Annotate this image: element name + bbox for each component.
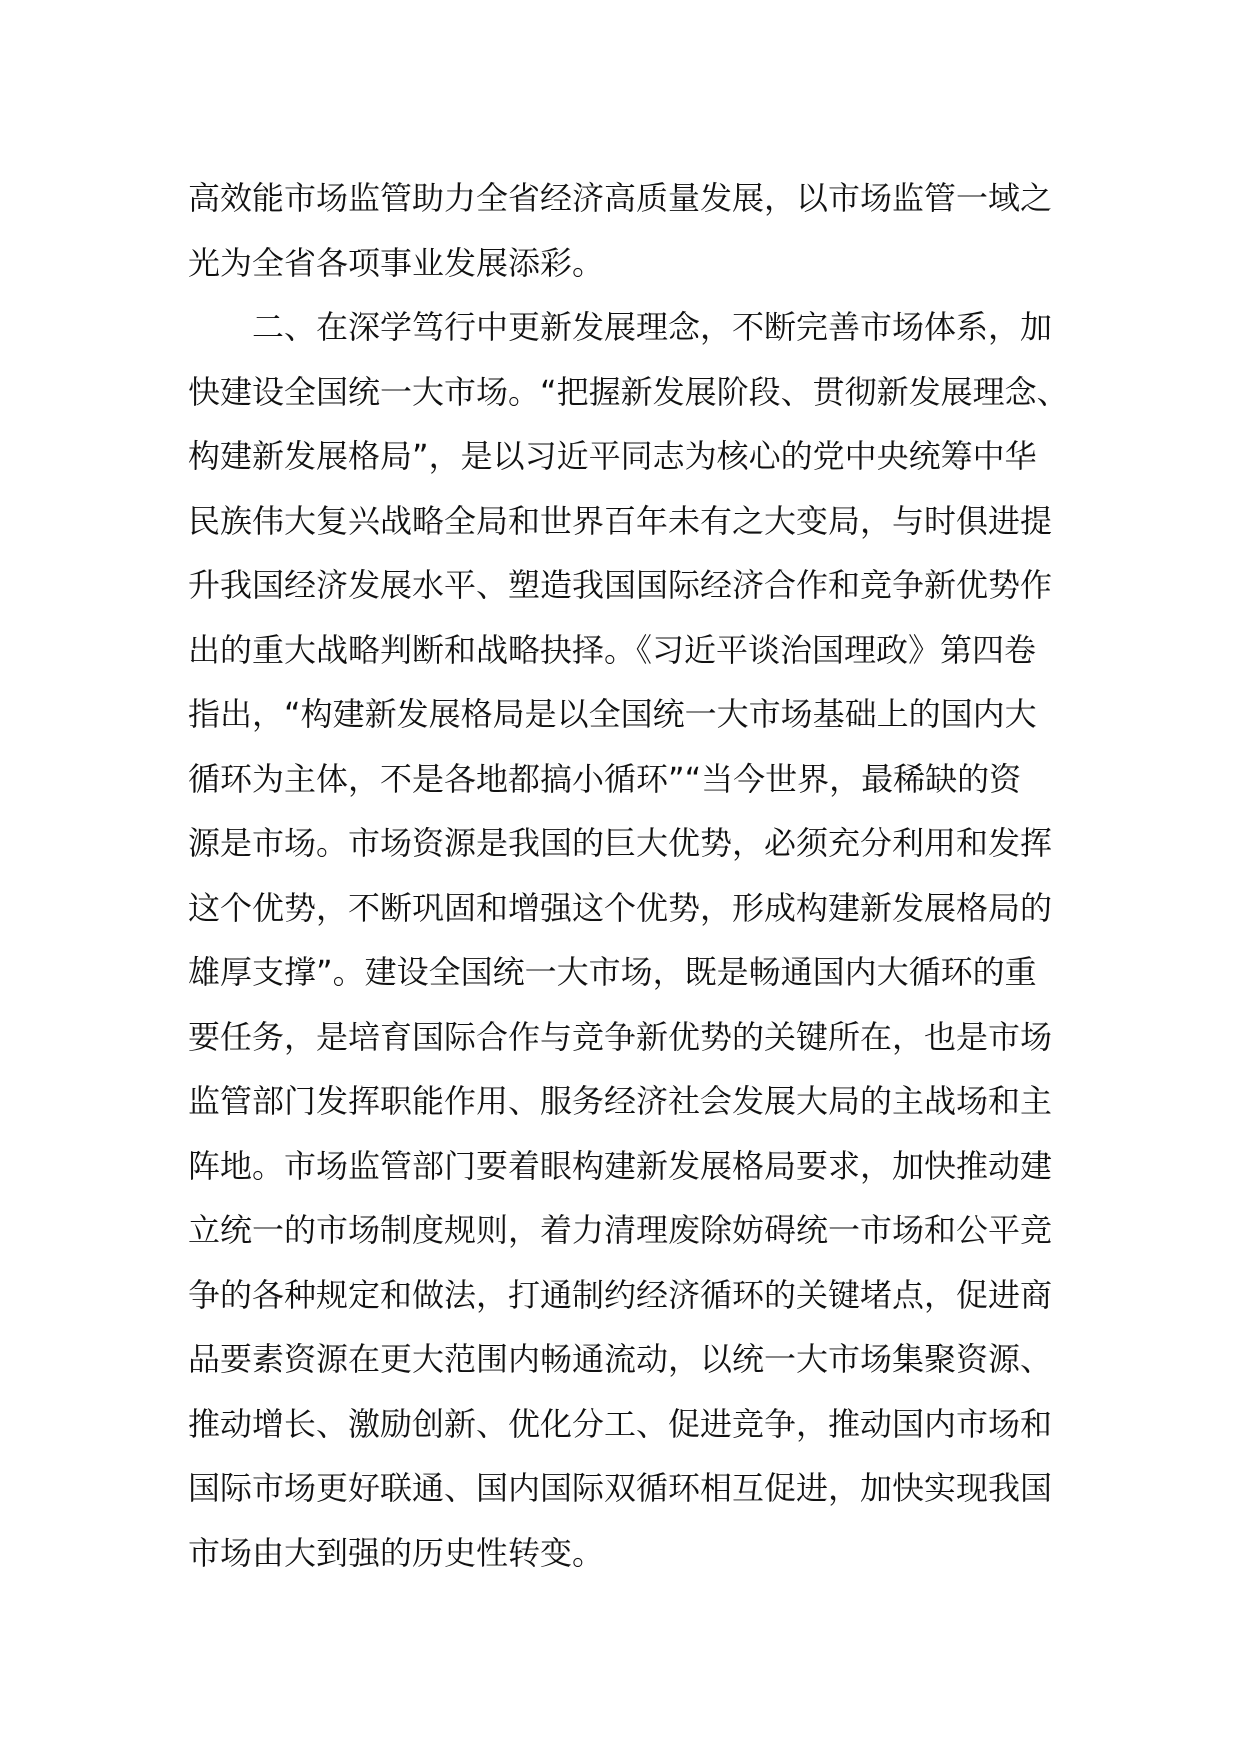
- text-line: 快建设全国统一大市场。“把握新发展阶段、贯彻新发展理念、: [188, 372, 1069, 411]
- text-line: 雄厚支撑”。建设全国统一大市场，既是畅通国内大循环的重: [188, 953, 1037, 991]
- text-line: 立统一的市场制度规则，着力清理废除妨碍统一市场和公平竞: [188, 1211, 1053, 1249]
- text-line: 循环为主体，不是各地都搞小循环”“当今世界，最稀缺的资: [188, 759, 1022, 798]
- text-line: 构建新发展格局”，是以习近平同志为核心的党中央统筹中华: [188, 437, 1037, 475]
- text-line: 这个优势，不断巩固和增强这个优势，形成构建新发展格局的: [188, 888, 1053, 927]
- text-line: 市场由大到强的历史性转变。: [188, 1533, 605, 1572]
- text-line: 阵地。市场监管部门要着眼构建新发展格局要求，加快推动建: [188, 1146, 1053, 1185]
- section-heading-line: 二、在深学笃行中更新发展理念，不断完善市场体系，加: [252, 308, 1053, 346]
- text-line: 国际市场更好联通、国内国际双循环相互促进，加快实现我国: [188, 1469, 1053, 1507]
- text-line: 争的各种规定和做法，打通制约经济循环的关键堵点，促进商: [188, 1275, 1053, 1314]
- text-line: 指出，“构建新发展格局是以全国统一大市场基础上的国内大: [188, 695, 1037, 733]
- text-line: 源是市场。市场资源是我国的巨大优势，必须充分利用和发挥: [188, 824, 1053, 862]
- text-line: 民族伟大复兴战略全局和世界百年未有之大变局，与时俱进提: [188, 501, 1053, 540]
- text-line: 品要素资源在更大范围内畅通流动，以统一大市场集聚资源、: [188, 1340, 1053, 1378]
- text-line: 升我国经济发展水平、塑造我国国际经济合作和竞争新优势作: [188, 566, 1053, 604]
- text-line: 光为全省各项事业发展添彩。: [188, 243, 605, 282]
- text-line: 推动增长、激励创新、优化分工、促进竞争，推动国内市场和: [188, 1404, 1053, 1443]
- body-text: [188, 166, 1068, 1585]
- text-line: 出的重大战略判断和战略抉择。《习近平谈治国理政》第四卷: [188, 630, 1037, 669]
- text-line: 高效能市场监管助力全省经济高质量发展，以市场监管一域之: [188, 179, 1053, 217]
- text-line: 监管部门发挥职能作用、服务经济社会发展大局的主战场和主: [188, 1082, 1053, 1120]
- text-line: 要任务，是培育国际合作与竞争新优势的关键所在，也是市场: [188, 1017, 1053, 1056]
